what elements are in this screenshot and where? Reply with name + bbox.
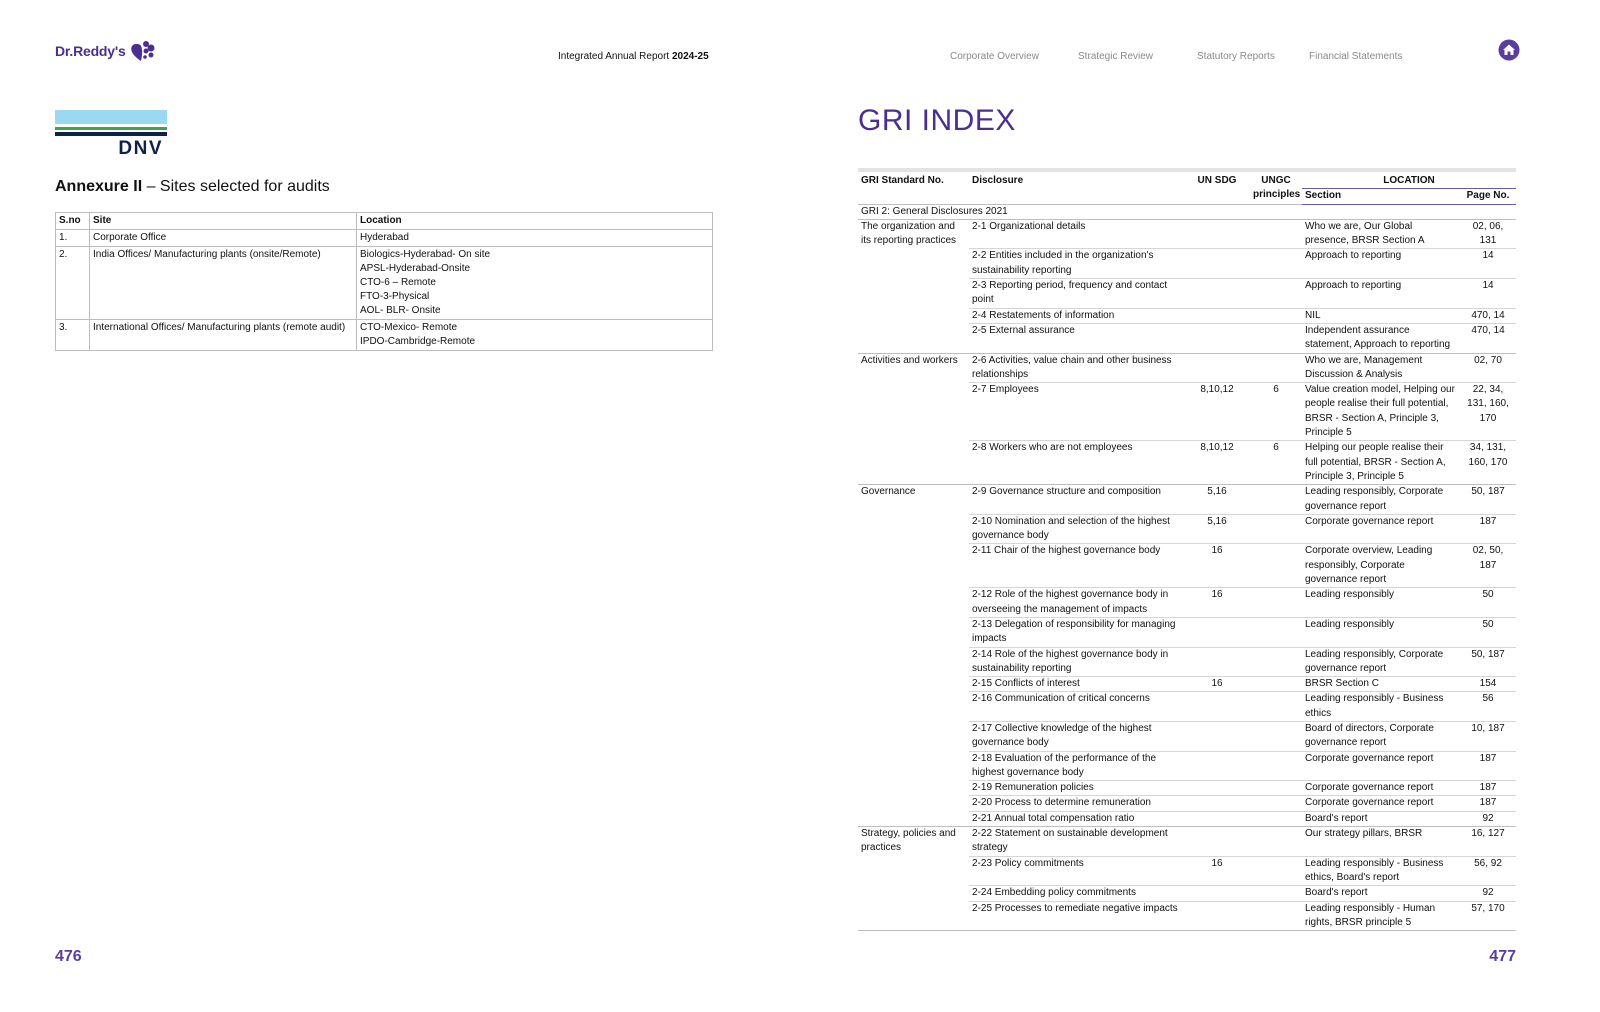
report-title-text: Integrated Annual Report <box>558 51 670 62</box>
gri-index-title: GRI INDEX <box>858 104 1016 137</box>
table-header-row <box>858 170 1516 189</box>
section-cell: Board's report <box>1302 811 1460 826</box>
ungc-cell <box>1250 751 1302 781</box>
category-cell <box>858 751 969 781</box>
un-sdg-cell <box>1184 886 1250 901</box>
annexure-title-rest: – Sites selected for audits <box>142 178 330 195</box>
page-number-cell: 22, 34, 131, 160, 170 <box>1460 383 1516 441</box>
category-cell <box>858 856 969 886</box>
section-cell: Leading responsibly, Corporate governance report <box>1302 647 1460 677</box>
page-number-cell: 56, 92 <box>1460 856 1516 886</box>
un-sdg-cell: 5,16 <box>1184 485 1250 515</box>
category-cell <box>858 692 969 722</box>
table-row <box>858 441 1516 485</box>
page-number-cell: 34, 131, 160, 170 <box>1460 441 1516 485</box>
un-sdg-cell <box>1184 647 1250 677</box>
column-header-standard: GRI Standard No. <box>858 170 969 204</box>
location-line: CTO-6 – Remote <box>360 277 436 288</box>
table-row <box>858 811 1516 826</box>
ungc-cell <box>1250 219 1302 249</box>
disclosure-cell: 2-14 Role of the highest governance body in sustainability reporting <box>969 647 1184 677</box>
un-sdg-cell <box>1184 901 1250 931</box>
site-cell: International Offices/ Manufacturing plants (remote audit) <box>90 320 357 351</box>
page-number-cell: 02, 50, 187 <box>1460 544 1516 588</box>
report-year: 2024-25 <box>671 51 709 62</box>
table-row <box>858 751 1516 781</box>
table-row <box>858 485 1516 515</box>
site-cell: India Offices/ Manufacturing plants (onsite/Remote) <box>90 247 357 320</box>
ungc-cell <box>1250 308 1302 323</box>
ungc-cell <box>1250 353 1302 383</box>
un-sdg-cell: 16 <box>1184 856 1250 886</box>
location-cell <box>357 230 713 247</box>
table-header-row <box>56 213 713 230</box>
section-cell: Corporate governance report <box>1302 781 1460 796</box>
table-row <box>858 677 1516 692</box>
location-line: CTO-Mexico- Remote <box>360 322 458 333</box>
category-cell <box>858 588 969 618</box>
table-row <box>858 856 1516 886</box>
ungc-cell <box>1250 677 1302 692</box>
un-sdg-cell <box>1184 811 1250 826</box>
ungc-cell: 6 <box>1250 383 1302 441</box>
page-number-cell: 02, 06, 131 <box>1460 219 1516 249</box>
disclosure-cell: 2-24 Embedding policy commitments <box>969 886 1184 901</box>
dnv-logo-text: DNV <box>118 138 163 159</box>
location-line: APSL-Hyderabad-Onsite <box>360 263 471 274</box>
page-number-cell: 187 <box>1460 781 1516 796</box>
sites-table <box>55 212 713 351</box>
category-cell: Governance <box>858 485 969 515</box>
un-sdg-cell: 16 <box>1184 677 1250 692</box>
gri-table-body <box>858 204 1516 931</box>
un-sdg-cell <box>1184 308 1250 323</box>
category-cell <box>858 617 969 647</box>
column-header: S.no <box>56 213 90 230</box>
section-cell: Leading responsibly <box>1302 588 1460 618</box>
section-cell: Who we are, Our Global presence, BRSR Section A <box>1302 219 1460 249</box>
section-cell: Board of directors, Corporate governance report <box>1302 721 1460 751</box>
category-cell <box>858 886 969 901</box>
nav-strategic-review[interactable]: Strategic Review <box>1078 51 1154 62</box>
page-number-cell: 92 <box>1460 886 1516 901</box>
category-cell <box>858 796 969 811</box>
table-row <box>858 308 1516 323</box>
section-cell: Our strategy pillars, BRSR <box>1302 827 1460 857</box>
section-cell: Leading responsibly - Human rights, BRSR principle 5 <box>1302 901 1460 931</box>
un-sdg-cell <box>1184 692 1250 722</box>
disclosure-cell: 2-5 External assurance <box>969 323 1184 353</box>
home-button[interactable] <box>1498 39 1520 61</box>
category-cell <box>858 901 969 931</box>
category-cell: The organization and its reporting practices <box>858 219 969 249</box>
section-label: GRI 2: General Disclosures 2021 <box>858 204 1516 219</box>
page-number-cell: 154 <box>1460 677 1516 692</box>
location-line: FTO-3-Physical <box>360 291 430 302</box>
dr-reddys-logo[interactable] <box>55 40 156 62</box>
category-cell: Activities and workers <box>858 353 969 383</box>
column-header-un-sdg: UN SDG <box>1184 170 1250 204</box>
section-cell: Independent assurance statement, Approach to reporting <box>1302 323 1460 353</box>
table-row <box>858 692 1516 722</box>
ungc-cell <box>1250 886 1302 901</box>
disclosure-cell: 2-19 Remuneration policies <box>969 781 1184 796</box>
un-sdg-cell <box>1184 323 1250 353</box>
sno-cell: 1. <box>56 230 90 247</box>
ungc-cell <box>1250 249 1302 279</box>
page-number-cell: 50, 187 <box>1460 485 1516 515</box>
un-sdg-cell: 16 <box>1184 588 1250 618</box>
ungc-cell <box>1250 544 1302 588</box>
page-number-cell: 14 <box>1460 249 1516 279</box>
category-cell <box>858 441 969 485</box>
page-number-left: 476 <box>55 948 82 965</box>
page-number-cell: 10, 187 <box>1460 721 1516 751</box>
brand-name: Dr.Reddy's <box>55 43 126 59</box>
section-cell: Leading responsibly, Corporate governance report <box>1302 485 1460 515</box>
un-sdg-cell: 8,10,12 <box>1184 441 1250 485</box>
disclosure-cell: 2-16 Communication of critical concerns <box>969 692 1184 722</box>
table-row <box>858 544 1516 588</box>
disclosure-cell: 2-8 Workers who are not employees <box>969 441 1184 485</box>
un-sdg-cell <box>1184 279 1250 309</box>
page-number-cell: 470, 14 <box>1460 323 1516 353</box>
disclosure-cell: 2-3 Reporting period, frequency and contact point <box>969 279 1184 309</box>
table-row <box>56 230 713 247</box>
category-cell: Strategy, policies and practices <box>858 827 969 857</box>
location-line: Hyderabad <box>360 232 409 243</box>
sno-cell: 2. <box>56 247 90 320</box>
disclosure-cell: 2-23 Policy commitments <box>969 856 1184 886</box>
table-row <box>858 886 1516 901</box>
section-cell: Leading responsibly - Business ethics <box>1302 692 1460 722</box>
disclosure-cell: 2-17 Collective knowledge of the highest governance body <box>969 721 1184 751</box>
disclosure-cell: 2-2 Entities included in the organization's sustainability reporting <box>969 249 1184 279</box>
section-cell: Who we are, Management Discussion & Analysis <box>1302 353 1460 383</box>
ungc-cell <box>1250 796 1302 811</box>
page-number-cell: 02, 70 <box>1460 353 1516 383</box>
un-sdg-cell <box>1184 796 1250 811</box>
table-row <box>858 781 1516 796</box>
column-header: Location <box>357 213 713 230</box>
section-cell: NIL <box>1302 308 1460 323</box>
column-header: Site <box>90 213 357 230</box>
table-row <box>858 796 1516 811</box>
page-number-cell: 470, 14 <box>1460 308 1516 323</box>
column-header-disclosure: Disclosure <box>969 170 1184 204</box>
disclosure-cell: 2-20 Process to determine remuneration <box>969 796 1184 811</box>
location-cell <box>357 247 713 320</box>
nav-corporate-overview[interactable]: Corporate Overview <box>950 51 1039 62</box>
page-number-cell: 56 <box>1460 692 1516 722</box>
section-cell: Board's report <box>1302 886 1460 901</box>
un-sdg-cell <box>1184 249 1250 279</box>
category-cell <box>858 308 969 323</box>
ungc-cell: 6 <box>1250 441 1302 485</box>
un-sdg-cell <box>1184 751 1250 781</box>
ungc-cell <box>1250 323 1302 353</box>
table-row <box>858 219 1516 249</box>
table-row <box>858 249 1516 279</box>
page-number-cell: 92 <box>1460 811 1516 826</box>
category-cell <box>858 544 969 588</box>
ungc-cell <box>1250 811 1302 826</box>
site-cell: Corporate Office <box>90 230 357 247</box>
ungc-cell <box>1250 781 1302 796</box>
table-row <box>858 647 1516 677</box>
table-row <box>858 323 1516 353</box>
category-cell <box>858 323 969 353</box>
section-cell: Value creation model, Helping our people realise their full potential, BRSR - Section A, Principle 3, Principle 5 <box>1302 383 1460 441</box>
category-cell <box>858 811 969 826</box>
un-sdg-cell <box>1184 781 1250 796</box>
page-number-cell: 50 <box>1460 617 1516 647</box>
section-cell: Approach to reporting <box>1302 279 1460 309</box>
page-number-cell: 16, 127 <box>1460 827 1516 857</box>
table-row <box>56 247 713 320</box>
un-sdg-cell: 8,10,12 <box>1184 383 1250 441</box>
disclosure-cell: 2-6 Activities, value chain and other business relationships <box>969 353 1184 383</box>
location-line: AOL- BLR- Onsite <box>360 305 441 316</box>
sno-cell: 3. <box>56 320 90 351</box>
disclosure-cell: 2-13 Delegation of responsibility for managing impacts <box>969 617 1184 647</box>
ungc-cell <box>1250 485 1302 515</box>
page-number-cell: 187 <box>1460 796 1516 811</box>
table-row <box>858 827 1516 857</box>
location-line: Biologics-Hyderabad- On site <box>360 249 491 260</box>
column-header-page: Page No. <box>1460 189 1516 204</box>
un-sdg-cell: 16 <box>1184 544 1250 588</box>
page-number-cell: 14 <box>1460 279 1516 309</box>
un-sdg-cell <box>1184 827 1250 857</box>
disclosure-cell: 2-10 Nomination and selection of the highest governance body <box>969 514 1184 544</box>
section-cell: Leading responsibly <box>1302 617 1460 647</box>
annexure-title-bold: Annexure II <box>55 178 143 195</box>
category-cell <box>858 677 969 692</box>
disclosure-cell: 2-21 Annual total compensation ratio <box>969 811 1184 826</box>
ungc-cell <box>1250 721 1302 751</box>
section-cell: Corporate governance report <box>1302 514 1460 544</box>
table-row <box>858 383 1516 441</box>
column-header-section: Section <box>1302 189 1460 204</box>
disclosure-cell: 2-12 Role of the highest governance body in overseeing the management of impacts <box>969 588 1184 618</box>
table-row <box>858 588 1516 618</box>
category-cell <box>858 383 969 441</box>
ungc-cell <box>1250 692 1302 722</box>
ungc-cell <box>1250 856 1302 886</box>
table-row <box>858 617 1516 647</box>
category-cell <box>858 279 969 309</box>
ungc-cell <box>1250 647 1302 677</box>
page-number-right: 477 <box>1489 948 1516 965</box>
disclosure-cell: 2-22 Statement on sustainable development strategy <box>969 827 1184 857</box>
page-number-cell: 50 <box>1460 588 1516 618</box>
ungc-cell <box>1250 279 1302 309</box>
page-number-cell: 187 <box>1460 751 1516 781</box>
column-header-ungc: UNGC principles <box>1250 170 1302 204</box>
category-cell <box>858 647 969 677</box>
nav-statutory-reports[interactable]: Statutory Reports <box>1197 51 1275 62</box>
table-row <box>858 353 1516 383</box>
table-row <box>858 721 1516 751</box>
un-sdg-cell: 5,16 <box>1184 514 1250 544</box>
disclosure-cell: 2-18 Evaluation of the performance of the highest governance body <box>969 751 1184 781</box>
dnv-logo <box>55 110 167 160</box>
page-number-cell: 187 <box>1460 514 1516 544</box>
section-cell: Corporate overview, Leading responsibly, Corporate governance report <box>1302 544 1460 588</box>
disclosure-cell: 2-1 Organizational details <box>969 219 1184 249</box>
category-cell <box>858 781 969 796</box>
ungc-cell <box>1250 617 1302 647</box>
section-cell: Helping our people realise their full potential, BRSR - Section A, Principle 3, Principle 5 <box>1302 441 1460 485</box>
nav-financial-statements[interactable]: Financial Statements <box>1309 51 1403 62</box>
category-cell <box>858 721 969 751</box>
ungc-cell <box>1250 588 1302 618</box>
disclosure-cell: 2-9 Governance structure and composition <box>969 485 1184 515</box>
disclosure-cell: 2-4 Restatements of information <box>969 308 1184 323</box>
section-cell: Approach to reporting <box>1302 249 1460 279</box>
gri-index-table <box>858 168 1516 931</box>
un-sdg-cell <box>1184 219 1250 249</box>
table-row <box>56 320 713 351</box>
ungc-cell <box>1250 514 1302 544</box>
disclosure-cell: 2-7 Employees <box>969 383 1184 441</box>
table-row <box>858 514 1516 544</box>
report-title <box>558 51 709 62</box>
location-cell <box>357 320 713 351</box>
page-number-cell: 50, 187 <box>1460 647 1516 677</box>
table-row <box>858 901 1516 931</box>
home-icon <box>1498 39 1520 61</box>
column-header-location: LOCATION <box>1302 170 1516 189</box>
brand-mark-icon <box>130 40 156 62</box>
disclosure-cell: 2-25 Processes to remediate negative impacts <box>969 901 1184 931</box>
category-cell <box>858 514 969 544</box>
disclosure-cell: 2-15 Conflicts of interest <box>969 677 1184 692</box>
section-label-row <box>858 204 1516 219</box>
location-line: IPDO-Cambridge-Remote <box>360 336 476 347</box>
un-sdg-cell <box>1184 617 1250 647</box>
section-cell: BRSR Section C <box>1302 677 1460 692</box>
section-cell: Corporate governance report <box>1302 796 1460 811</box>
section-cell: Corporate governance report <box>1302 751 1460 781</box>
un-sdg-cell <box>1184 353 1250 383</box>
annexure-title <box>55 178 330 196</box>
ungc-cell <box>1250 901 1302 931</box>
disclosure-cell: 2-11 Chair of the highest governance body <box>969 544 1184 588</box>
page-number-cell: 57, 170 <box>1460 901 1516 931</box>
category-cell <box>858 249 969 279</box>
table-row <box>858 279 1516 309</box>
section-cell: Leading responsibly - Business ethics, Board's report <box>1302 856 1460 886</box>
un-sdg-cell <box>1184 721 1250 751</box>
ungc-cell <box>1250 827 1302 857</box>
